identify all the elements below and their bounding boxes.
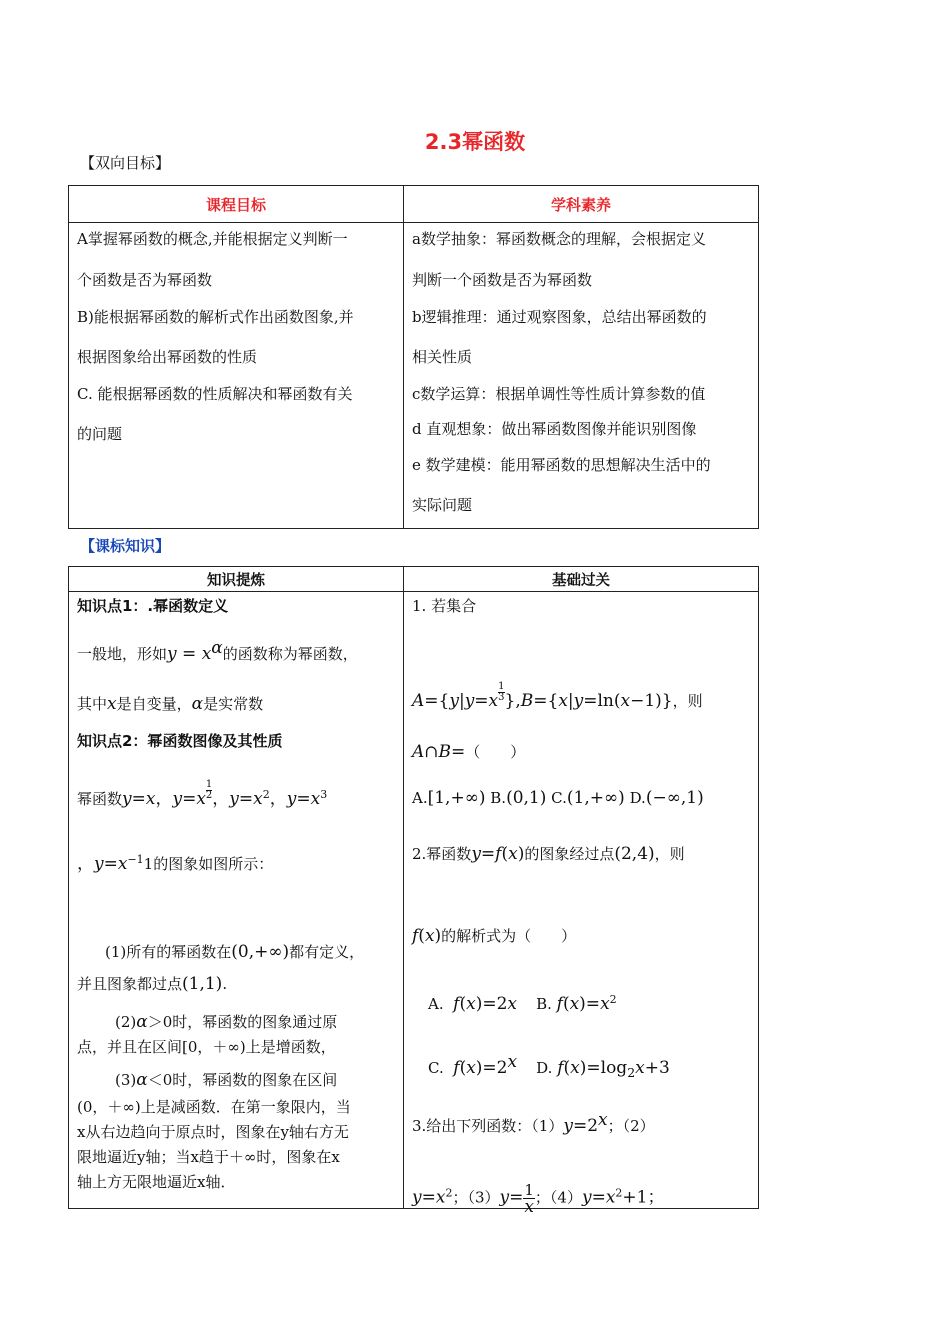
column-header-course-goals: 课程目标: [69, 186, 404, 223]
goal-line: B)能根据幂函数的解析式作出函数图象,并: [77, 308, 354, 326]
question-2-options-cd: C. $f(x)=2^x$ D. $f(x)=\log_2x+3$: [428, 1052, 670, 1080]
goal-line: A掌握幂函数的概念,并能根据定义判断一: [77, 230, 348, 248]
property-1: (1)所有的幂函数在(0,+∞)都有定义，: [105, 942, 365, 962]
section-heading-knowledge: 【课标知识】: [80, 537, 171, 555]
literacy-line: 实际问题: [412, 496, 473, 514]
property-2-cont: 点，并且在区间[0，＋∞)上是增函数，: [77, 1038, 336, 1056]
knowledge-cell: [69, 592, 404, 1209]
literacy-line: a数学抽象：幂函数概念的理解，会根据定义: [412, 230, 706, 248]
exercises-cell: [404, 592, 759, 1217]
property-2: (2)α＞0时，幂函数的图象通过原: [115, 1012, 338, 1032]
definition-line: 一般地，形如$y = x^\alpha$的函数称为幂函数，: [77, 638, 358, 664]
power-function-list: 幂函数y=x，y=x $\frac{1}{2}$，$y=x^2$，$y=x^3$: [77, 779, 328, 809]
knowledge-point-2-title: 知识点2：幂函数图像及其性质: [77, 732, 283, 750]
goal-line: 根据图象给出幂函数的性质: [77, 348, 258, 366]
property-3-line: (0，＋∞)上是减函数．在第一象限内，当: [77, 1098, 351, 1116]
literacy-line: b逻辑推理：通过观察图象，总结出幂函数的: [412, 308, 707, 326]
property-3-line: 限地逼近y轴；当x趋于＋∞时，图象在x: [77, 1148, 340, 1166]
section-heading-goals: 【双向目标】: [80, 154, 171, 172]
goal-line: C. 能根据幂函数的性质解决和幂函数有关: [77, 385, 353, 403]
page-title: 2.3幂函数: [424, 130, 526, 154]
literacy-line: d 直观想象：做出幂函数图像并能识别图像: [412, 420, 697, 438]
goal-line: 个函数是否为幂函数: [77, 271, 213, 289]
question-2: 2.幂函数y=f(x)的图象经过点(2,4)，则: [412, 844, 685, 864]
question-1-intersection: A∩B=（ ）: [412, 742, 526, 762]
column-header-literacy: 学科素养: [404, 186, 759, 223]
knowledge-point-1-title: 知识点1：.幂函数定义: [77, 597, 229, 615]
question-2-cont: f(x)的解析式为（ ）: [412, 926, 577, 946]
question-1-options: A.[1,+∞) B.(0,1) C.(1,+∞) D.(−∞,1): [412, 788, 704, 808]
question-1-sets: A={y|y=x $\frac{1}{3}\},B=\{x|y=\ln(x-1)\}$，则: [412, 681, 703, 711]
property-3: (3)α＜0时，幂函数的图象在区间: [115, 1070, 338, 1090]
literacy-line: 相关性质: [412, 348, 473, 366]
question-3: 3.给出下列函数：$(1)y=2^x$；（2）: [412, 1110, 655, 1136]
goal-line: 的问题: [77, 425, 123, 443]
course-goals-cell: [69, 223, 404, 529]
literacy-line: 判断一个函数是否为幂函数: [412, 271, 593, 289]
question-3-cont: $y=x^2$；（3）y= $\frac{1}{x}$ ；$(4)y=x^2+1$；: [412, 1181, 665, 1217]
literacy-line: c数学运算：根据单调性等性质计算参数的值: [412, 385, 706, 403]
property-3-line: x从右边趋向于原点时，图象在y轴右方无: [77, 1123, 349, 1141]
definition-variables: 其中x是自变量，α是实常数: [77, 694, 264, 714]
property-3-line: 轴上方无限地逼近x轴．: [77, 1173, 236, 1191]
column-header-knowledge: 知识提炼: [69, 567, 404, 592]
literacy-line: e 数学建模：能用幂函数的思想解决生活中的: [412, 456, 711, 474]
question-1: 1. 若集合: [412, 597, 477, 615]
power-function-list-end: ，$y=x^{-1}1$的图象如图所示：: [77, 853, 274, 874]
question-2-options-ab: A. f(x)=2x B. $f(x)=x^2$: [428, 993, 617, 1014]
column-header-exercises: 基础过关: [404, 567, 759, 592]
goals-table: [68, 185, 759, 529]
property-1-cont: 并且图象都过点(1,1).: [77, 974, 228, 994]
literacy-cell: [404, 223, 759, 529]
knowledge-table: [68, 566, 759, 1217]
